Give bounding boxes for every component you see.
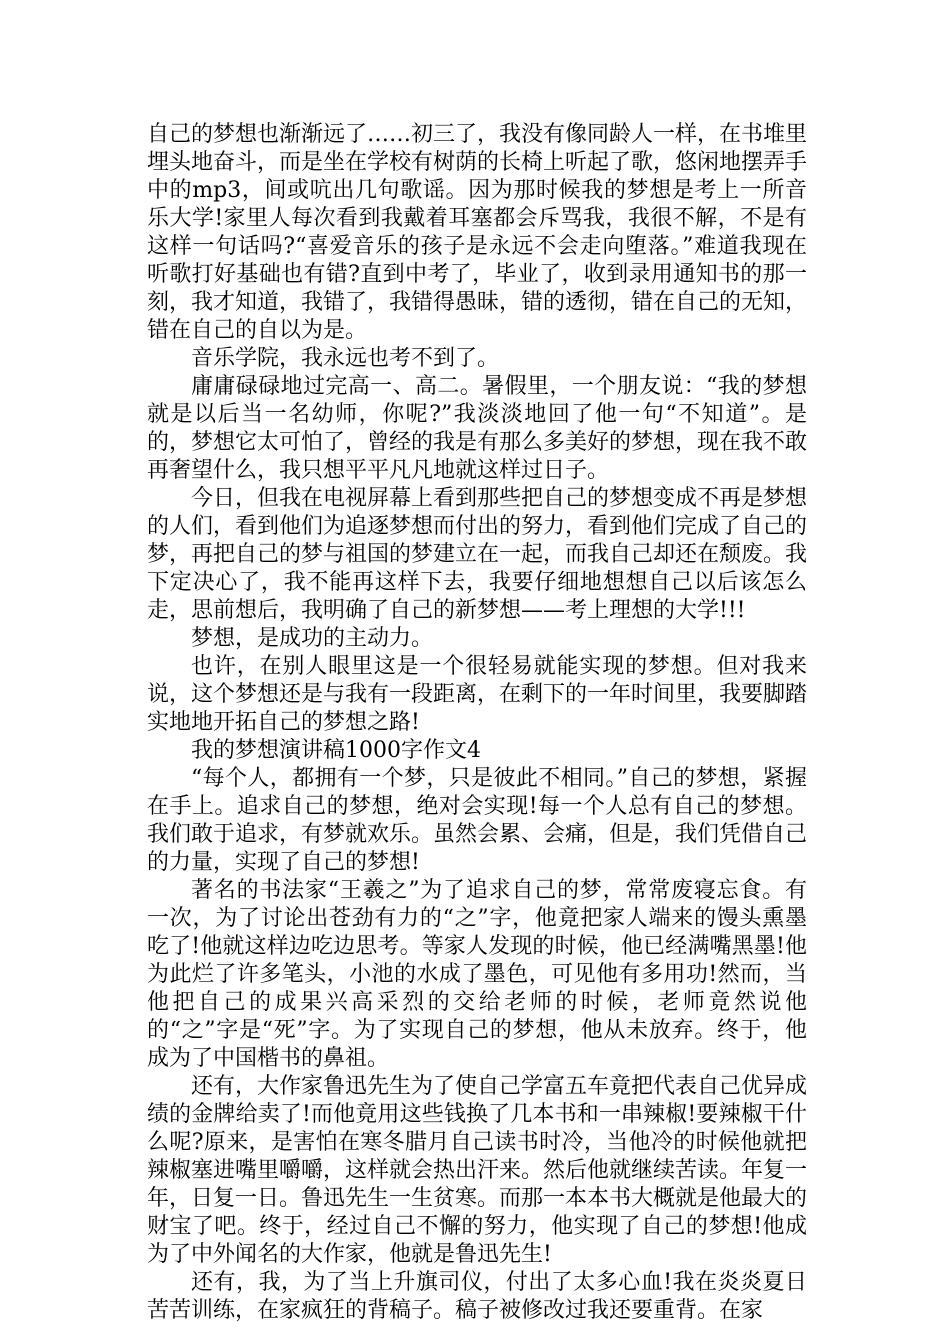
document-body	[147, 121, 807, 1325]
paragraph: 还有，我，为了当上升旗司仪，付出了太多心血!我在炎炎夏日苦苦训练，在家疯狂的背稿子。稿子被修改过我还要重背。在家	[147, 1270, 807, 1323]
paragraph: “每个人，都拥有一个梦，只是彼此不相同。”自己的梦想，紧握在手上。追求自己的梦想，绝对会实现!每一个人总有自己的梦想。我们敢于追求，有梦就欢乐。虽然会累、会痛，但是，我们凭借自己的力量，实现了自己的梦想!	[147, 766, 808, 875]
section-heading: 我的梦想演讲稿1000字作文4	[191, 738, 481, 763]
paragraph: 梦想，是成功的主动力。	[191, 626, 434, 651]
paragraph: 也许，在别人眼里这是一个很轻易就能实现的梦想。但对我来说，这个梦想还是与我有一段距离，在剩下的一年时间里，我要脚踏实地地开拓自己的梦想之路!	[147, 654, 808, 735]
paragraph: 著名的书法家“王羲之”为了追求自己的梦，常常废寝忘食。有一次，为了讨论出苍劲有力的“之”字，他竟把家人端来的馒头熏墨吃了!他就这样边吃边思考。等家人发现的时候，他已经满嘴黑墨!他为此烂了许多笔头，小池的水成了墨色，可见他有多用功!然而，当他把自己的成果兴高采烈的交给老师的时候，老师竟然说他的“之”字是“死”字。为了实现自己的梦想，他从未放弃。终于，他成为了中国楷书的鼻祖。	[147, 878, 807, 1071]
paragraph: 自己的梦想也渐渐远了……初三了，我没有像同龄人一样，在书堆里埋头地奋斗，而是坐在学校有树荫的长椅上听起了歌，悠闲地摆弄手中的mp3，间或吭出几句歌谣。因为那时候我的梦想是考上一所音乐大学!家里人每次看到我戴着耳塞都会斥骂我，我很不解，不是有这样一句话吗?“喜爱音乐的孩子是永远不会走向堕落。”难道我现在听歌打好基础也有错?直到中考了，毕业了，收到录用通知书的那一刻，我才知道，我错了，我错得愚昧，错的透彻，错在自己的无知，错在自己的自以为是。	[147, 122, 808, 343]
paragraph: 庸庸碌碌地过完高一、高二。暑假里，一个朋友说：“我的梦想就是以后当一名幼师，你呢?”我淡淡地回了他一句“不知道”。是的，梦想它太可怕了，曾经的我是有那么多美好的梦想，现在我不敢再奢望什么，我只想平平凡凡地就这样过日子。	[147, 374, 808, 483]
paragraph: 今日，但我在电视屏幕上看到那些把自己的梦想变成不再是梦想的人们，看到他们为追逐梦想而付出的努力，看到他们完成了自己的梦，再把自己的梦与祖国的梦建立在一起，而我自己却还在颓废。我下定决心了，我不能再这样下去，我要仔细地想想自己以后该怎么走，思前想后，我明确了自己的新梦想——考上理想的大学!!!	[147, 486, 808, 623]
paragraph: 音乐学院，我永远也考不到了。	[191, 346, 500, 371]
paragraph: 还有，大作家鲁迅先生为了使自己学富五车竟把代表自己优异成绩的金牌给卖了!而他竟用这些钱换了几本书和一串辣椒!要辣椒干什么呢?原来，是害怕在寒冬腊月自己读书时冷，当他冷的时候他就把辣椒塞进嘴里嚼嚼，这样就会热出汗来。然后他就继续苦读。年复一年，日复一日。鲁迅先生一生贫寒。而那一本本书大概就是他最大的财宝了吧。终于，经过自己不懈的努力，他实现了自己的梦想!他成为了中外闻名的大作家，他就是鲁迅先生!	[147, 1074, 808, 1267]
